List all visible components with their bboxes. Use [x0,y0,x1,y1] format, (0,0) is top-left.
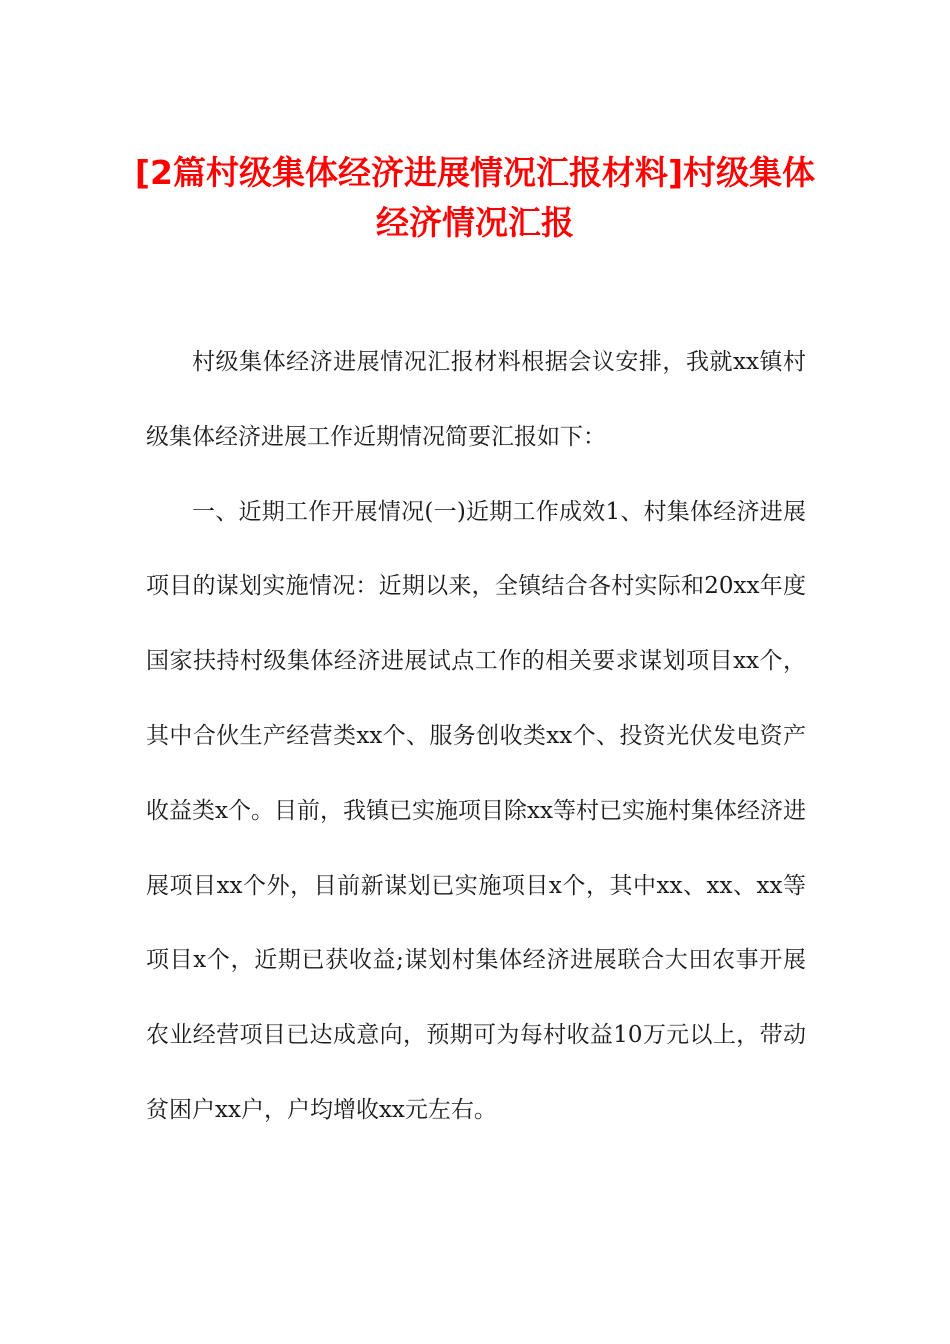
document-body [146,325,806,1148]
paragraph: 一、近期工作开展情况(一)近期工作成效1、村集体经济进展项目的谋划实施情况：近期以来，全镇结合各村实际和20xx年度国家扶持村级集体经济进展试点工作的相关要求谋划项目xx个，其中合伙生产经营类xx个、服务创收类xx个、投资光伏发电资产收益类x个。目前，我镇已实施项目除xx等村已实施村集体经济进展项目xx个外，目前新谋划已实施项目x个，其中xx、xx、xx等项目x个，近期已获收益;谋划村集体经济进展联合大田农事开展农业经营项目已达成意向，预期可为每村收益10万元以上，带动贫困户xx户，户均增收xx元左右。 [146,498,806,1123]
paragraph: 村级集体经济进展情况汇报材料根据会议安排，我就xx镇村级集体经济进展工作近期情况简要汇报如下： [146,349,806,450]
document-title: [2篇村级集体经济进展情况汇报材料]村级集体经济情况汇报 [134,153,816,242]
